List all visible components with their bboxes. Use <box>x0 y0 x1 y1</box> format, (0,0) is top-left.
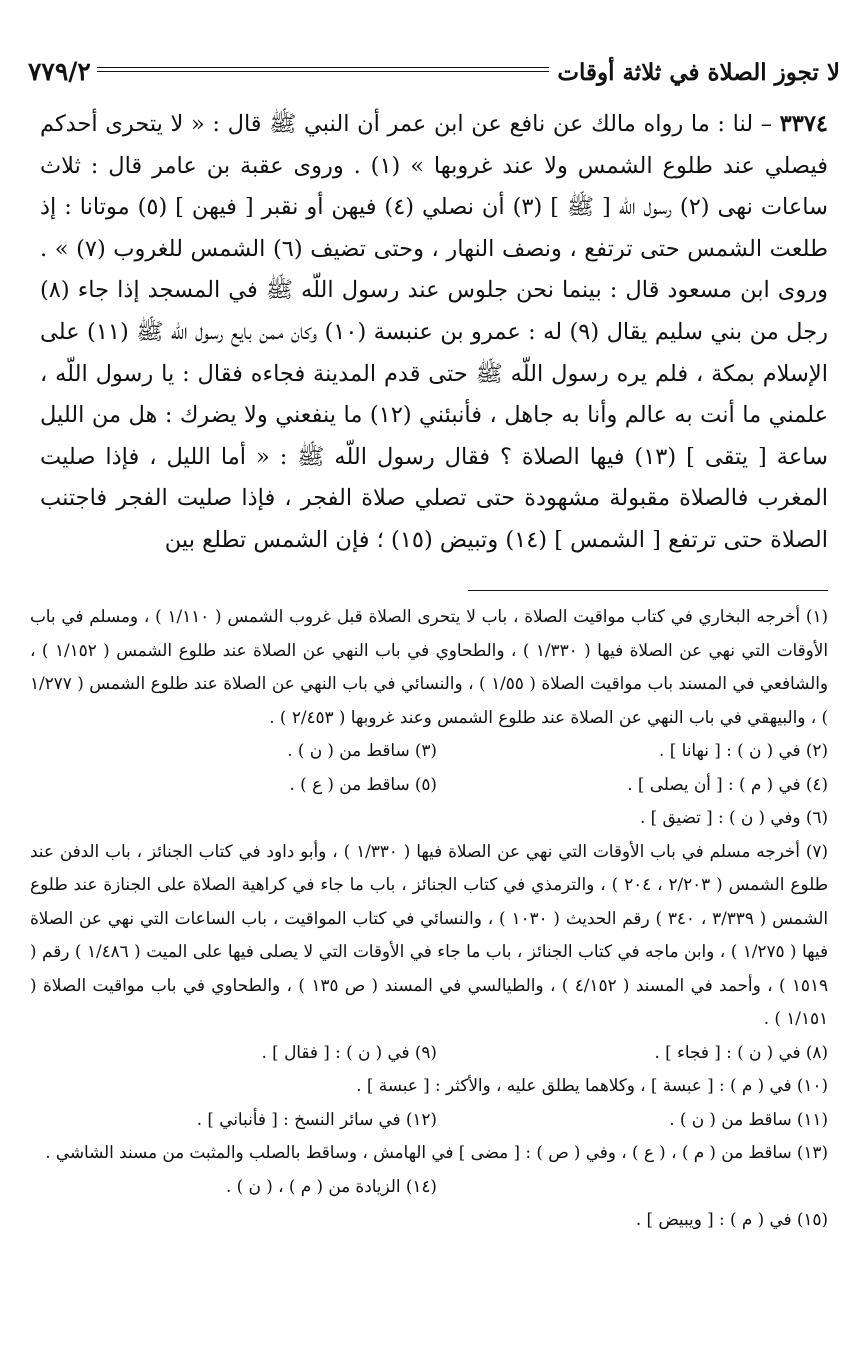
footnote-3: (٣) ساقط من ( ن ) . <box>287 740 437 760</box>
footnote-12: (١٢) في سائر النسخ : [ فأنباني ] . <box>196 1108 437 1129</box>
footnote-row <box>30 734 828 768</box>
page-header <box>28 50 840 86</box>
footnote-2: (٢) في ( ن ) : [ نهانا ] . <box>659 740 828 760</box>
footnote-4: (٤) في ( م ) : [ أن يصلى ] . <box>627 773 828 794</box>
footnote-15: (١٥) في ( م ) : [ ويبيض ] . <box>635 1209 828 1229</box>
main-text <box>40 104 828 562</box>
footnote-6: (٦) وفي ( ن ) : [ تضيق ] . <box>639 807 828 827</box>
page-number: ٧٧٩/٢ <box>28 57 91 86</box>
footnote-row <box>30 1036 828 1070</box>
footnote-5: (٥) ساقط من ( ع ) . <box>289 773 437 794</box>
footnote-separator <box>468 590 828 591</box>
footnote-row <box>30 801 828 835</box>
footnote-1: (١) أخرجه البخاري في كتاب مواقيت الصلاة ، باب لا يتحرى الصلاة قبل غروب الشمس ( ١/١١٠ ) ، ومسلم في باب الأوقات التي نهي عن الصلاة فيها ( ١/٣٣٠ ) ، والطحاوي في باب النهي عن الصلاة عند طلوع الشمس ( ١/١٥٢ ) ، والشافعي في المسند باب مواقيت الصلاة ( ١/٥٥ ) ، والنسائي في باب النهي عن الصلاة عند طلوع الشمس ( ١/٢٧٧ ) ، والبيهقي في باب النهي عن الصلاة عند طلوع الشمس وعند غروبها ( ٢/٤٥٣ ) . <box>30 606 829 727</box>
footnote-14: (١٤) الزيادة من ( م ) ، ( ن ) . <box>226 1175 437 1196</box>
footnote-row <box>30 768 828 802</box>
footnote-8: (٨) في ( ن ) : [ فجاء ] . <box>654 1041 828 1062</box>
footnote-9: (٩) في ( ن ) : [ فقال ] . <box>261 1041 437 1062</box>
footnote-11: (١١) ساقط من ( ن ) . <box>669 1108 828 1129</box>
running-title: لا تجوز الصلاة في ثلاثة أوقات <box>557 59 840 86</box>
footnotes <box>30 600 828 1237</box>
footnote-10: (١٠) في ( م ) : [ عبسة ] ، وكلاهما يطلق عليه ، والأكثر : [ عبسة ] . <box>356 1075 828 1095</box>
footnote-7: (٧) أخرجه مسلم في باب الأوقات التي نهي عن الصلاة فيها ( ١/٣٣٠ ) ، وأبو داود في كتاب الجنائز ، باب الدفن عند طلوع الشمس ( ٢/٢٠٣ ، ٢٠٤ ) ، والترمذي في كتاب الجنائز ، باب ما جاء في كراهية الصلاة على الجنازة عند طلوع الشمس ( ٣/٣٣٩ ، ٣٤٠ ) رقم الحديث ( ١٠٣٠ ) ، والنسائي في كتاب المواقيت ، باب الساعات التي نهي عن الصلاة فيها ( ١/٢٧٥ ) ، وابن ماجه في كتاب الجنائز ، باب ما جاء في الأوقات التي لا يصلى فيها على الميت ( ١/٤٨٦ ) رقم ( ١٥١٩ ) ، وأحمد في المسند ( ٤/١٥٢ ) ، والطيالسي في المسند ( ص ١٣٥ ) ، والطحاوي في باب مواقيت الصلاة ( ١/١٥١ ) . <box>30 840 829 1028</box>
footnote-row <box>30 1103 828 1137</box>
paragraph-text: – لنا : ما رواه مالك عن نافع عن ابن عمر أن النبي ﷺ قال : « لا يتحرى أحدكم فيصلي عند طلوع الشمس ولا عند غروبها » (١) . وروى عقبة بن عامر قال : ثلاث ساعات نهى (٢) رسول اللّه [ ﷺ ] (٣) أن نصلي (٤) فيهن أو نقبر [ فيهن ] (٥) موتانا : إذ طلعت الشمس حتى ترتفع ، ونصف النهار ، وحتى تضيف (٦) الشمس للغروب (٧) » . وروى ابن مسعود قال : بينما نحن جلوس عند رسول اللّه ﷺ في المسجد إذا جاء (٨) رجل من بني سليم يقال (٩) له : عمرو بن عنبسة (١٠) وكان ممن بايع رسول اللّه ﷺ (١١) على الإسلام بمكة ، فلم يره رسول اللّه ﷺ حتى قدم المدينة فجاءه فقال : يا رسول اللّه ، علمني ما أنت به عالم وأنا به جاهل ، فأنبئني (١٢) ما ينفعني ولا يضرك : هل من الليل ساعة [ يتقى ] (١٣) فيها الصلاة ؟ فقال رسول اللّه ﷺ : « أما الليل ، فإذا صليت المغرب فالصلاة مقبولة مشهودة حتى تصلي صلاة الفجر ، فإذا صليت الفجر فاجتنب الصلاة حتى ترتفع [ الشمس ] (١٤) وتبيض (١٥) ؛ فإن الشمس تطلع بين <box>40 111 829 553</box>
paragraph-number: ٣٣٧٤ <box>779 111 828 137</box>
paragraph <box>40 104 828 562</box>
footnote-13: (١٣) ساقط من ( م ) ، ( ع ) ، وفي ( ص ) : [ مضى ] في الهامش ، وساقط بالصلب والمثبت من مسند الشاشي . <box>45 1142 828 1162</box>
header-rule <box>97 67 549 72</box>
